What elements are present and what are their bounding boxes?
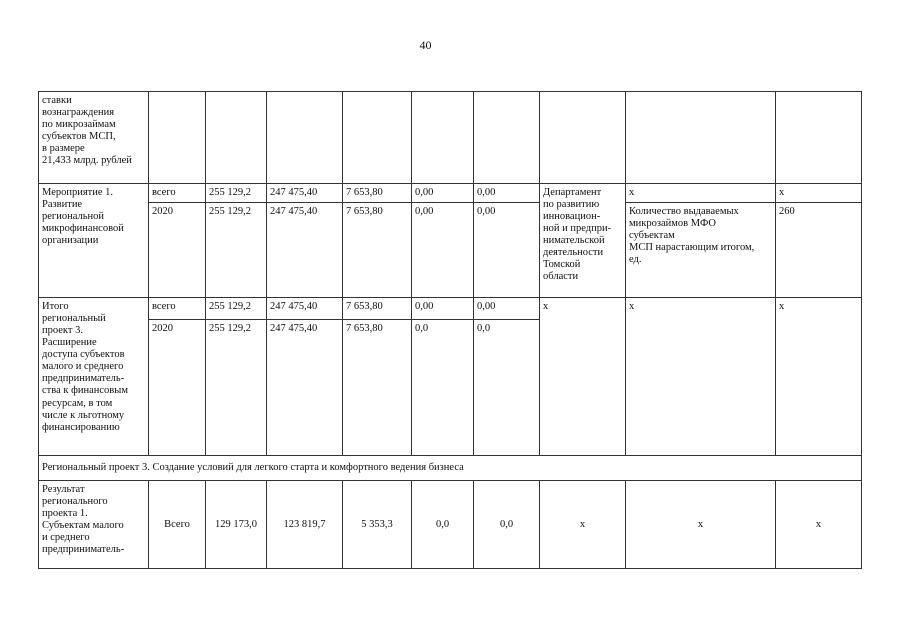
page-number: 40: [419, 38, 432, 52]
target-cell: 260: [776, 203, 862, 298]
period-cell: 2020: [149, 203, 206, 298]
value-cell: 255 129,2: [206, 298, 267, 320]
executor-cell: x: [540, 298, 626, 456]
period-cell: 2020: [149, 320, 206, 456]
indicator-cell: x: [626, 298, 776, 456]
value-cell: 0,0: [412, 481, 474, 569]
value-cell: 0,0: [474, 481, 540, 569]
value-cell: 255 129,2: [206, 184, 267, 203]
value-cell: 247 475,40: [267, 184, 343, 203]
target-cell: x: [776, 298, 862, 456]
executor-cell: x: [540, 481, 626, 569]
value-cell: 0,0: [474, 320, 540, 456]
table-row: [39, 481, 862, 569]
table-row: [39, 203, 862, 298]
table-row: [39, 298, 862, 320]
total-label: Итого региональный проект 3. Расширение доступа субъектов малого и среднего предприниматель- ства к финансовым ресурсам, в том числе к льготному финансированию: [39, 298, 149, 456]
value-cell: 247 475,40: [267, 320, 343, 456]
period-cell: всего: [149, 184, 206, 203]
value-cell: 255 129,2: [206, 320, 267, 456]
value-cell: 0,00: [412, 203, 474, 298]
period-cell: Всего: [149, 481, 206, 569]
value-cell: 0,00: [412, 298, 474, 320]
period-cell: всего: [149, 298, 206, 320]
value-cell: 0,0: [412, 320, 474, 456]
section-header: Региональный проект 3. Создание условий для легкого старта и комфортного ведения бизнеса: [39, 456, 862, 481]
value-cell: 0,00: [474, 298, 540, 320]
table-row: [39, 92, 862, 184]
value-cell: 0,00: [412, 184, 474, 203]
row-label: ставки вознаграждения по микрозаймам субъектов МСП, в размере 21,433 млрд. рублей: [39, 92, 149, 184]
value-cell: 7 653,80: [343, 184, 412, 203]
value-cell: 7 653,80: [343, 298, 412, 320]
value-cell: 247 475,40: [267, 298, 343, 320]
target-cell: x: [776, 481, 862, 569]
budget-table: [38, 91, 862, 569]
indicator-cell: x: [626, 184, 776, 203]
value-cell: 123 819,7: [267, 481, 343, 569]
indicator-cell: x: [626, 481, 776, 569]
value-cell: 7 653,80: [343, 203, 412, 298]
target-cell: x: [776, 184, 862, 203]
value-cell: 5 353,3: [343, 481, 412, 569]
section-header-row: [39, 456, 862, 481]
value-cell: 7 653,80: [343, 320, 412, 456]
executor-cell: Департамент по развитию инновацион- ной и предпри- нимательской деятельности Томской области: [540, 184, 626, 298]
value-cell: 255 129,2: [206, 203, 267, 298]
value-cell: 0,00: [474, 203, 540, 298]
value-cell: 129 173,0: [206, 481, 267, 569]
table-row: [39, 184, 862, 203]
value-cell: 247 475,40: [267, 203, 343, 298]
indicator-cell: Количество выдаваемых микрозаймов МФО субъектам МСП нарастающим итогом, ед.: [626, 203, 776, 298]
event-label: Мероприятие 1. Развитие региональной микрофинансовой организации: [39, 184, 149, 298]
result-label: Результат регионального проекта 1. Субъектам малого и среднего предприниматель-: [39, 481, 149, 569]
value-cell: 0,00: [474, 184, 540, 203]
